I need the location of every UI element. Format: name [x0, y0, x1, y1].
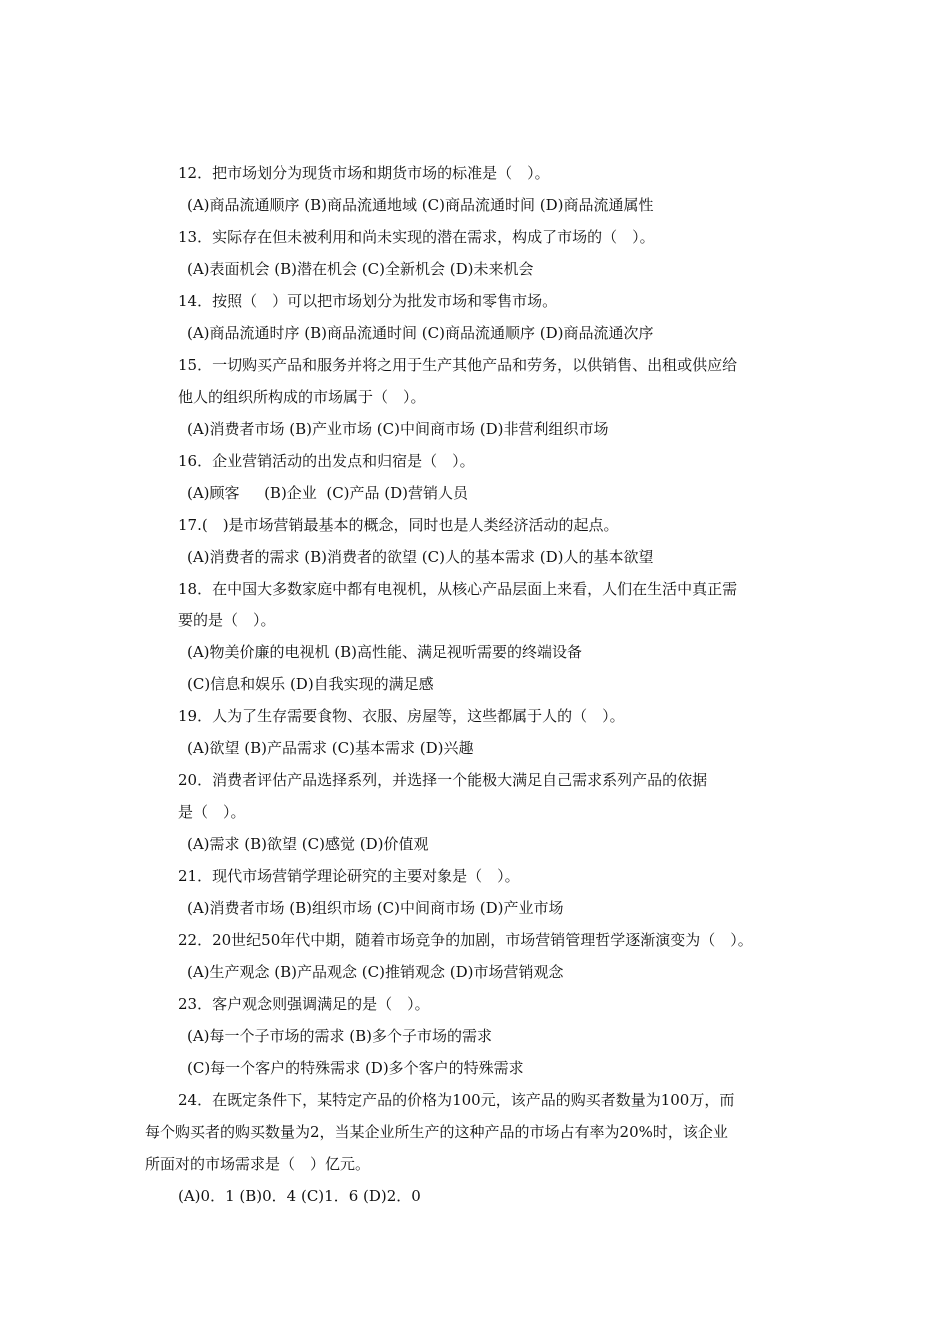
question-14: 14．按照（ ）可以把市场划分为批发市场和零售市场。: [178, 292, 558, 310]
question-20-options: (A)需求 (B)欲望 (C)感觉 (D)价值观: [187, 835, 429, 853]
question-15-line-1: 15．一切购买产品和服务并将之用于生产其他产品和劳务，以供销售、出租或供应给: [178, 356, 738, 374]
question-12-options: (A)商品流通顺序 (B)商品流通地域 (C)商品流通时间 (D)商品流通属性: [187, 196, 654, 214]
question-16: 16．企业营销活动的出发点和归宿是（ ）。: [178, 452, 475, 470]
question-22: 22．20世纪50年代中期，随着市场竞争的加剧，市场营销管理哲学逐渐演变为（ ）。: [178, 931, 753, 949]
question-24-line-1: 24．在既定条件下，某特定产品的价格为100元，该产品的购买者数量为100万，而: [178, 1091, 735, 1109]
question-24-line-3: 所面对的市场需求是（ ）亿元。: [145, 1155, 371, 1173]
question-18-line-1: 18．在中国大多数家庭中都有电视机，从核心产品层面上来看，人们在生活中真正需: [178, 580, 738, 598]
question-21: 21．现代市场营销学理论研究的主要对象是（ ）。: [178, 867, 520, 885]
question-17: 17.( )是市场营销最基本的概念，同时也是人类经济活动的起点。: [178, 516, 619, 534]
question-21-options: (A)消费者市场 (B)组织市场 (C)中间商市场 (D)产业市场: [187, 899, 564, 917]
question-22-options: (A)生产观念 (B)产品观念 (C)推销观念 (D)市场营销观念: [187, 963, 564, 981]
question-23: 23．客户观念则强调满足的是（ ）。: [178, 995, 430, 1013]
question-23-options-1: (A)每一个子市场的需求 (B)多个子市场的需求: [187, 1027, 493, 1045]
question-24-options: (A)0．1 (B)0．4 (C)1．6 (D)2．0: [178, 1187, 421, 1205]
question-14-options: (A)商品流通时序 (B)商品流通时间 (C)商品流通顺序 (D)商品流通次序: [187, 324, 654, 342]
question-23-options-2: (C)每一个客户的特殊需求 (D)多个客户的特殊需求: [187, 1059, 524, 1077]
question-24-line-2: 每个购买者的购买数量为2，当某企业所生产的这种产品的市场占有率为20%时，该企业: [145, 1123, 728, 1141]
question-18-options-1: (A)物美价廉的电视机 (B)高性能、满足视听需要的终端设备: [187, 643, 583, 661]
question-18-line-2: 要的是（ ）。: [178, 611, 276, 629]
question-13: 13．实际存在但未被利用和尚未实现的潜在需求，构成了市场的（ ）。: [178, 228, 655, 246]
question-13-options: (A)表面机会 (B)潜在机会 (C)全新机会 (D)未来机会: [187, 260, 534, 278]
question-19-options: (A)欲望 (B)产品需求 (C)基本需求 (D)兴趣: [187, 739, 474, 757]
question-19: 19．人为了生存需要食物、衣服、房屋等，这些都属于人的（ ）。: [178, 707, 625, 725]
question-15-line-2: 他人的组织所构成的市场属于（ ）。: [178, 388, 426, 406]
question-18-options-2: (C)信息和娱乐 (D)自我实现的满足感: [187, 675, 434, 693]
question-15-options: (A)消费者市场 (B)产业市场 (C)中间商市场 (D)非营利组织市场: [187, 420, 609, 438]
question-17-options: (A)消费者的需求 (B)消费者的欲望 (C)人的基本需求 (D)人的基本欲望: [187, 548, 654, 566]
question-16-options: (A)顾客 (B)企业 (C)产品 (D)营销人员: [187, 484, 469, 502]
question-20-line-1: 20．消费者评估产品选择系列，并选择一个能极大满足自己需求系列产品的依据: [178, 771, 708, 789]
question-20-line-2: 是（ ）。: [178, 803, 246, 821]
question-12: 12．把市场划分为现货市场和期货市场的标准是（ ）。: [178, 164, 550, 182]
